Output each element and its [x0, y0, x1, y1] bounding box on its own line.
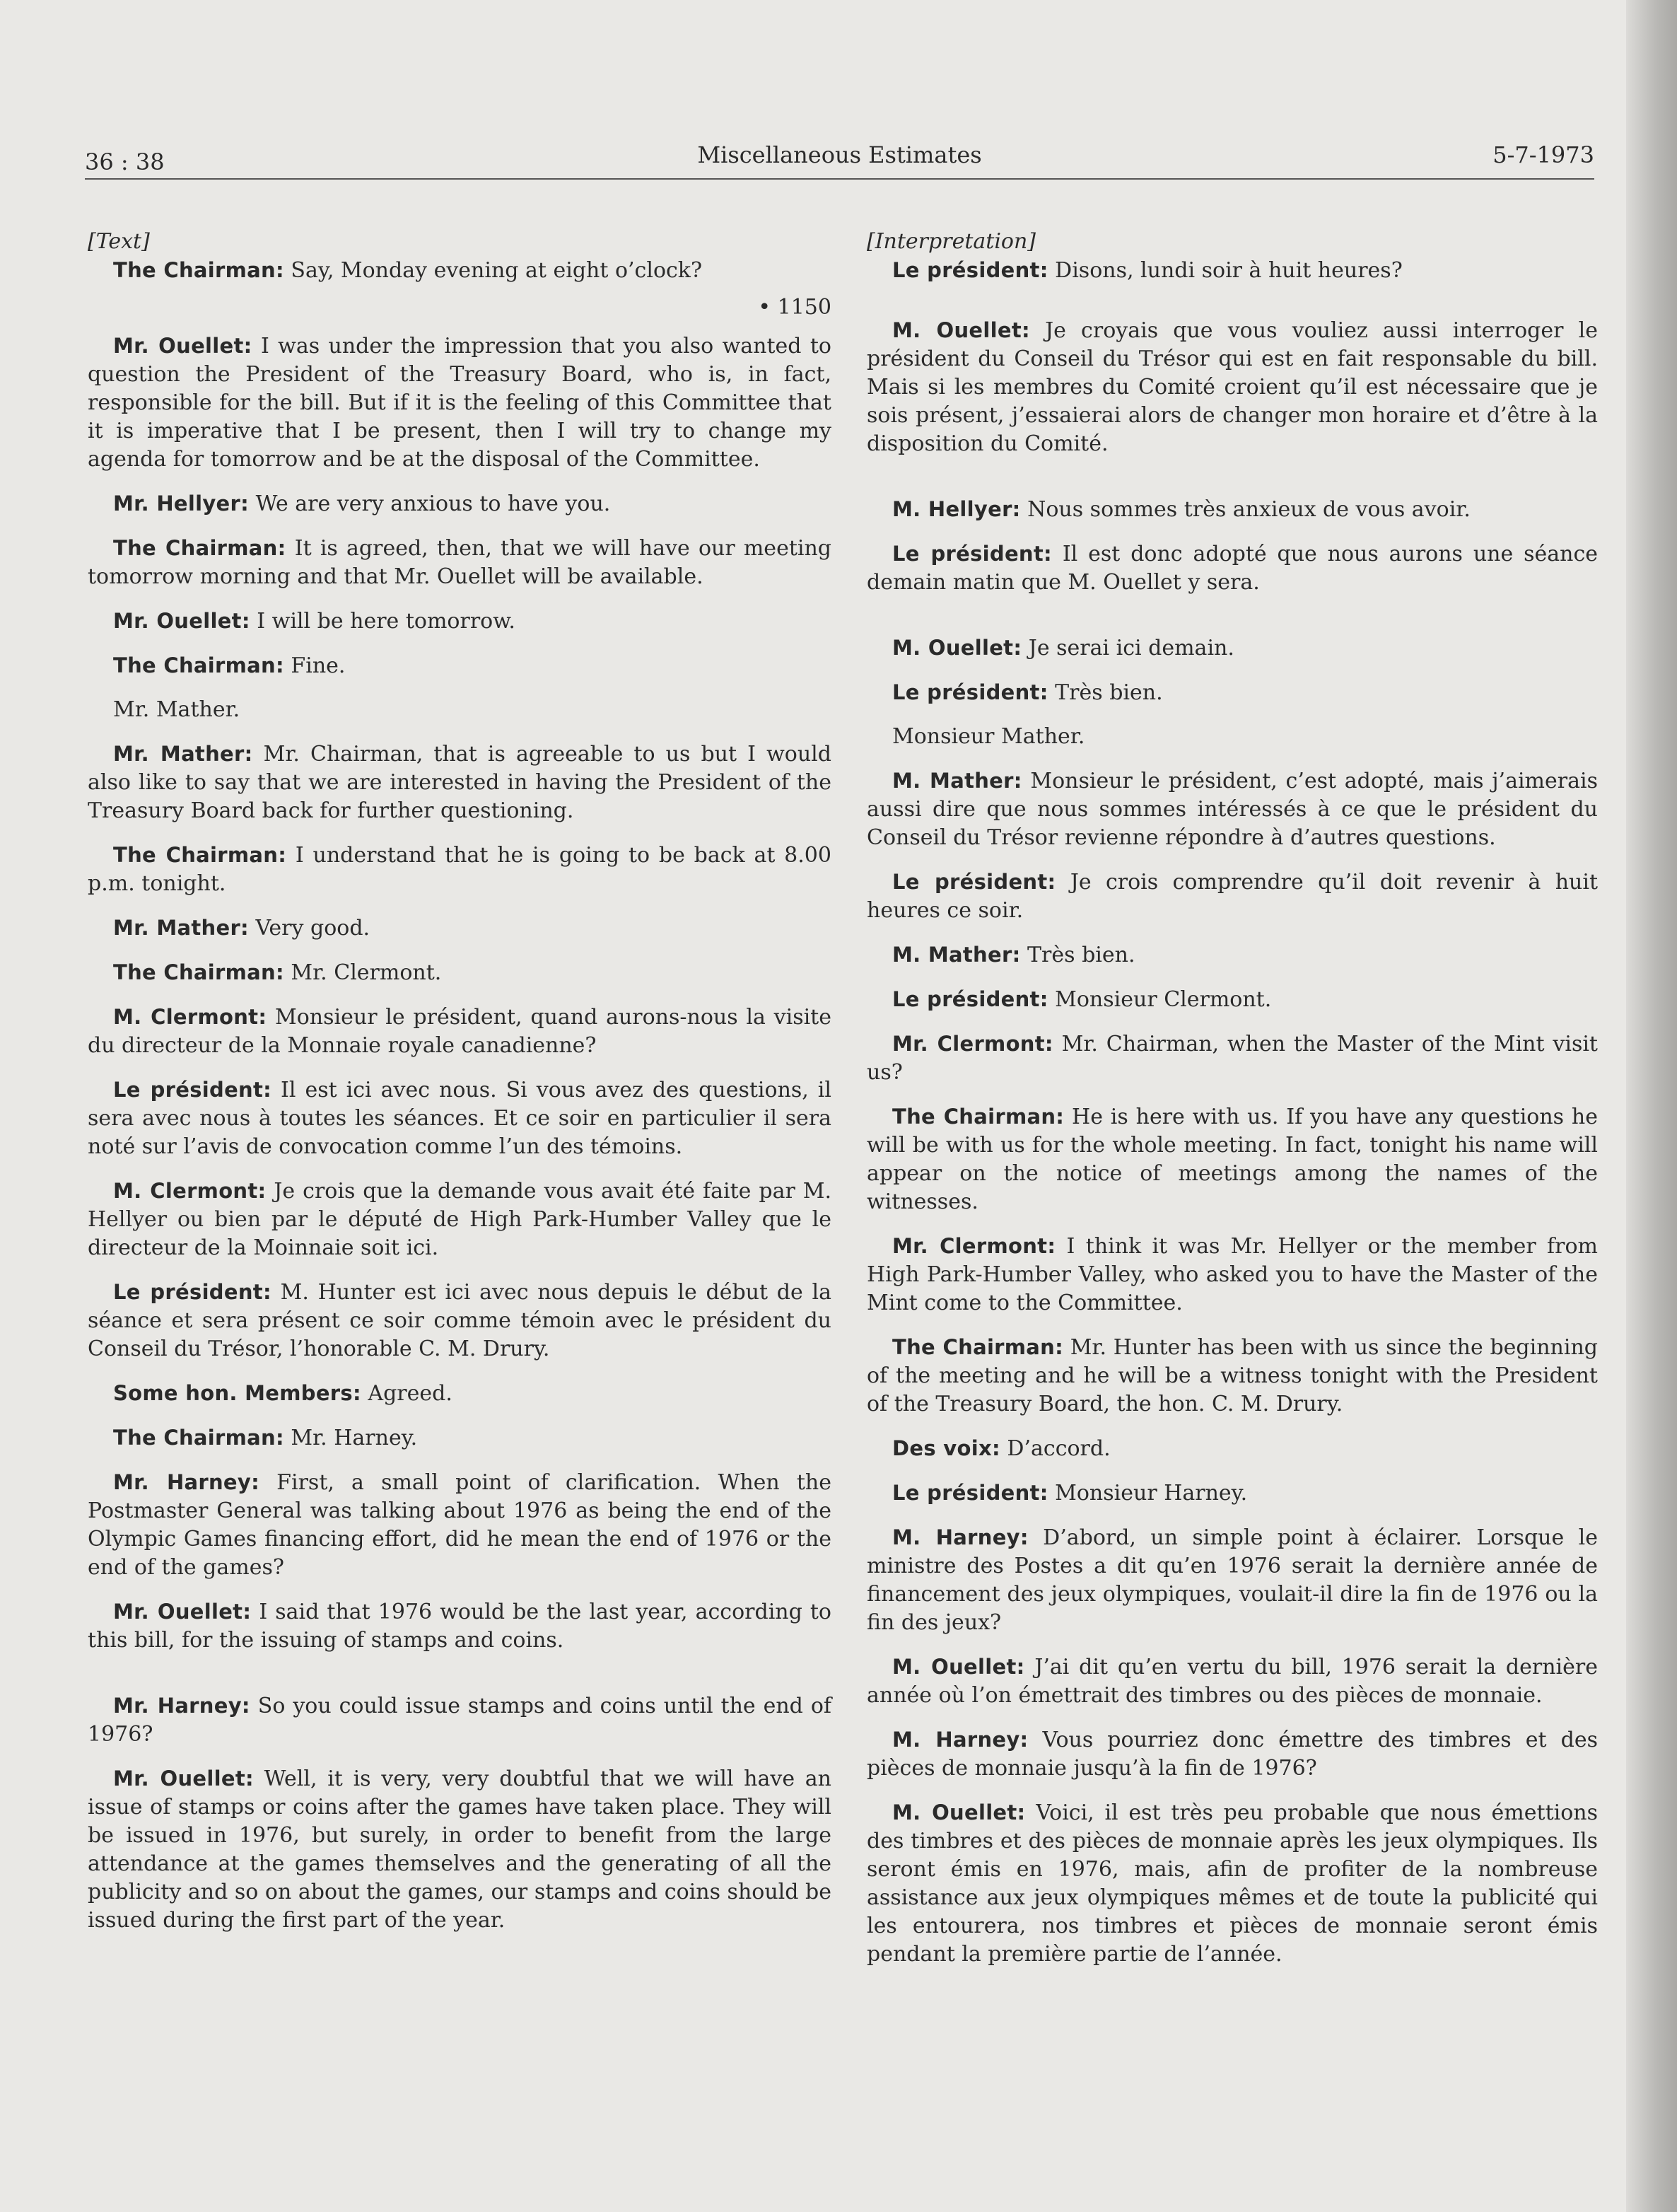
transcript-entry	[88, 489, 831, 518]
speaker-name: M. Mather:	[892, 943, 1021, 967]
entry-text: Monsieur Harney.	[1055, 1481, 1248, 1506]
speaker-name: Mr. Harney:	[113, 1470, 260, 1494]
entry-text: Très bien.	[1055, 680, 1163, 705]
transcript-entry	[88, 1177, 831, 1262]
transcript-entry	[88, 1692, 831, 1749]
transcript-entry	[867, 1798, 1598, 1969]
entry-text: Très bien.	[1027, 943, 1135, 967]
entry-text: Agreed.	[368, 1381, 452, 1406]
speaker-name: Le président:	[892, 987, 1048, 1011]
page-header	[85, 139, 1594, 180]
speaker-name: The Chairman:	[113, 960, 284, 984]
transcript-entry	[867, 1523, 1598, 1637]
transcript-entry	[867, 941, 1598, 970]
entry-text: Mr. Chairman, when the Master of the Mint visit us?	[867, 1032, 1598, 1085]
transcript-entry	[867, 1030, 1598, 1087]
page-number: 36 : 38	[85, 149, 165, 175]
transcript-entry	[88, 914, 831, 943]
entry-text: Je croyais que vous vouliez aussi interroger le président du Conseil du Trésor qui est en fait responsable du bill. Mais si les membres du Comité croient qu’il est nécessaire que je sois présent, j’essaierai alors de changer mon horaire et d’être à la disposition du Comité.	[867, 318, 1598, 456]
transcript-entry	[867, 316, 1598, 458]
speaker-name: Mr. Mather:	[113, 916, 249, 940]
speaker-name: The Chairman:	[113, 258, 284, 282]
transcript-entry	[867, 1102, 1598, 1216]
speaker-name: Mr. Ouellet:	[113, 334, 252, 358]
transcript-entry	[88, 841, 831, 898]
transcript-entry	[88, 1424, 831, 1453]
transcript-entry	[88, 607, 831, 636]
speaker-name: Des voix:	[892, 1436, 1000, 1460]
timestamp-spacer	[867, 293, 1598, 316]
speaker-name: M. Clermont:	[113, 1005, 267, 1029]
entry-text: Mr. Mather.	[113, 697, 240, 722]
speaker-name: The Chairman:	[113, 653, 284, 677]
transcript-entry	[867, 723, 1598, 751]
speaker-name: M. Clermont:	[113, 1179, 267, 1203]
speaker-name: Some hon. Members:	[113, 1381, 361, 1405]
entry-text: I said that 1976 would be the last year, according to this bill, for the issuing of stamps and coins.	[88, 1600, 831, 1653]
transcript-entry	[88, 534, 831, 591]
entry-text: Monsieur Clermont.	[1055, 987, 1272, 1012]
entry-text: Il est donc adopté que nous aurons une séance demain matin que M. Ouellet y sera.	[867, 542, 1598, 595]
speaker-name: M. Ouellet:	[892, 636, 1022, 660]
transcript-entry	[88, 1003, 831, 1060]
entry-text: So you could issue stamps and coins until the end of 1976?	[88, 1694, 831, 1747]
entry-text: Mr. Hunter has been with us since the beginning of the meeting and he will be a witness tonight with the President of the Treasury Board, the hon. C. M. Drury.	[867, 1335, 1598, 1416]
speaker-name: Mr. Ouellet:	[113, 1600, 252, 1624]
entry-text: He is here with us. If you have any questions he will be with us for the whole meeting. In fact, tonight his name will appear on the notice of meetings among the names of the witnesses.	[867, 1105, 1598, 1214]
right-column	[867, 228, 1598, 1984]
entry-text: Say, Monday evening at eight o’clock?	[291, 258, 703, 283]
speaker-name: Mr. Clermont:	[892, 1234, 1056, 1258]
entry-text: Il est ici avec nous. Si vous avez des questions, il sera avec nous à toutes les séances. Et ce soir en particulier il sera noté sur l’avis de convocation comme l’un des témoins.	[88, 1078, 831, 1159]
speaker-name: The Chairman:	[892, 1335, 1064, 1359]
speaker-name: M. Mather:	[892, 769, 1022, 793]
transcript-entry	[867, 1333, 1598, 1419]
transcript-entry	[867, 540, 1598, 597]
entry-text: J’ai dit qu’en vertu du bill, 1976 serait la dernière année où l’on émettrait des timbres ou des pièces de monnaie.	[867, 1655, 1598, 1708]
speaker-name: Mr. Hellyer:	[113, 491, 250, 516]
entry-text: Je crois comprendre qu’il doit revenir à huit heures ce soir.	[867, 870, 1599, 923]
transcript-entry	[88, 1764, 831, 1935]
transcript-entry	[88, 696, 831, 724]
transcript-entry	[867, 256, 1598, 285]
entry-text: First, a small point of clarification. When the Postmaster General was talking about 1976 as being the end of the Olympic Games financing effort, did he mean the end of 1976 or the end of the games?	[88, 1470, 831, 1580]
transcript-entry	[867, 634, 1598, 663]
page-title: Miscellaneous Estimates	[697, 141, 982, 168]
speaker-name: Mr. Ouellet:	[113, 1766, 254, 1791]
entry-text: It is agreed, then, that we will have our meeting tomorrow morning and that Mr. Ouellet will be available.	[88, 536, 831, 589]
speaker-name: Mr. Harney:	[113, 1694, 250, 1718]
speaker-name: Mr. Mather:	[113, 742, 253, 766]
transcript-entry	[88, 1379, 831, 1408]
entry-text: We are very anxious to have you.	[255, 491, 611, 516]
entry-text: Mr. Harney.	[291, 1426, 418, 1450]
transcript-entry	[88, 256, 831, 285]
page-date: 5-7-1973	[1492, 141, 1594, 168]
entry-text: Mr. Clermont.	[291, 960, 442, 985]
speaker-name: The Chairman:	[113, 843, 287, 867]
speaker-name: Le président:	[892, 1481, 1048, 1505]
transcript-entry	[88, 740, 831, 825]
entry-text: Je crois que la demande vous avait été faite par M. Hellyer ou bien par le député de High Park-Humber Valley que le directeur de la Moinnaie soit ici.	[88, 1179, 832, 1260]
speaker-name: Le président:	[113, 1078, 272, 1102]
entry-text: I will be here tomorrow.	[257, 609, 515, 634]
entry-text: Monsieur le président, quand aurons-nous la visite du directeur de la Monnaie royale canadienne?	[88, 1005, 831, 1058]
speaker-name: The Chairman:	[892, 1105, 1065, 1129]
entry-text: Monsieur Mather.	[892, 724, 1085, 749]
entry-text: Very good.	[255, 916, 370, 941]
transcript-entry	[867, 1725, 1598, 1783]
entry-text: Disons, lundi soir à huit heures?	[1055, 258, 1403, 283]
speaker-name: M. Hellyer:	[892, 497, 1021, 521]
speaker-name: M. Ouellet:	[892, 1800, 1026, 1824]
entry-text: D’accord.	[1007, 1436, 1111, 1461]
transcript-entry	[867, 1479, 1598, 1508]
transcript-entry	[867, 985, 1598, 1014]
section-tag-interpretation: [Interpretation]	[867, 229, 1036, 254]
speaker-name: Le président:	[892, 870, 1056, 894]
entry-text: Mr. Chairman, that is agreeable to us but I would also like to say that we are interested in having the President of the Treasury Board back for further questioning.	[88, 742, 831, 823]
speaker-name: Le président:	[892, 258, 1048, 282]
speaker-name: The Chairman:	[113, 1426, 284, 1450]
transcript-entry	[867, 495, 1598, 524]
page-edge-shadow	[1626, 0, 1677, 2212]
transcript-entry	[867, 1653, 1598, 1710]
transcript-entry	[88, 332, 831, 474]
transcript-entry	[88, 1076, 831, 1161]
speaker-name: The Chairman:	[113, 536, 286, 560]
transcript-entry	[867, 868, 1598, 925]
speaker-name: Mr. Ouellet:	[113, 609, 250, 633]
transcript-entry	[867, 1434, 1598, 1463]
entry-text: Fine.	[291, 653, 346, 678]
transcript-entry	[88, 958, 831, 987]
speaker-name: Le président:	[892, 542, 1052, 566]
entry-text: Monsieur le président, c’est adopté, mais j’aimerais aussi dire que nous sommes intéressés à ce que le président du Conseil du Trésor revienne répondre à d’autres questions.	[867, 769, 1598, 850]
entry-text: Well, it is very, very doubtful that we will have an issue of stamps or coins after the games have taken place. They will be issued in 1976, but surely, in order to benefit from the large attendance at the games themselves and the generating of all the publicity and so on about the games, our stamps and coins should be issued during the first part of the year.	[88, 1766, 831, 1933]
entry-text: I understand that he is going to be back at 8.00 p.m. tonight.	[88, 843, 831, 896]
entry-text: Je serai ici demain.	[1028, 636, 1234, 660]
entry-text: I was under the impression that you also wanted to question the President of the Treasury Board, who is, in fact, responsible for the bill. But if it is the feeling of this Committee that it is imperative that I be present, then I will try to change my agenda for tomorrow and be at the disposal of the Committee.	[88, 334, 831, 472]
entry-text: I think it was Mr. Hellyer or the member from High Park-Humber Valley, who asked you to have the Master of the Mint come to the Committee.	[867, 1234, 1598, 1315]
transcript-entry	[867, 1232, 1598, 1317]
entry-text: Vous pourriez donc émettre des timbres et des pièces de monnaie jusqu’à la fin de 1976?	[867, 1728, 1598, 1781]
speaker-name: M. Ouellet:	[892, 318, 1030, 342]
speaker-name: M. Ouellet:	[892, 1655, 1025, 1679]
entry-text: Nous sommes très anxieux de vous avoir.	[1027, 497, 1471, 522]
section-tag-text: [Text]	[88, 229, 150, 254]
left-column	[88, 228, 831, 1950]
speaker-name: M. Harney:	[892, 1525, 1029, 1549]
entry-text: Voici, il est très peu probable que nous émettions des timbres et des pièces de monnaie après les jeux olympiques. Ils seront émis en 1976, mais, afin de profiter de la nombreuse assistance aux jeux olympiques mêmes et de toute la publicité qui les entourera, nos timbres et pièces de monnaie seront émis pendant la première partie de l’année.	[867, 1800, 1598, 1967]
speaker-name: Mr. Clermont:	[892, 1032, 1053, 1056]
transcript-entry	[867, 678, 1598, 707]
entry-text: M. Hunter est ici avec nous depuis le début de la séance et sera présent ce soir comme témoin avec le président du Conseil du Trésor, l’honorable C. M. Drury.	[88, 1280, 831, 1361]
transcript-entry	[88, 651, 831, 680]
speaker-name: M. Harney:	[892, 1728, 1029, 1752]
transcript-entry	[88, 1597, 831, 1655]
timestamp-marker: • 1150	[758, 295, 831, 320]
speaker-name: Le président:	[113, 1280, 271, 1304]
speaker-name: Le président:	[892, 680, 1048, 704]
transcript-entry	[88, 1468, 831, 1582]
entry-text: D’abord, un simple point à éclairer. Lorsque le ministre des Postes a dit qu’en 1976 serait la dernière année de financement des jeux olympiques, voulait-il dire la fin de 1976 ou la fin des jeux?	[867, 1525, 1598, 1635]
transcript-entry	[88, 1278, 831, 1363]
transcript-entry	[867, 767, 1598, 852]
